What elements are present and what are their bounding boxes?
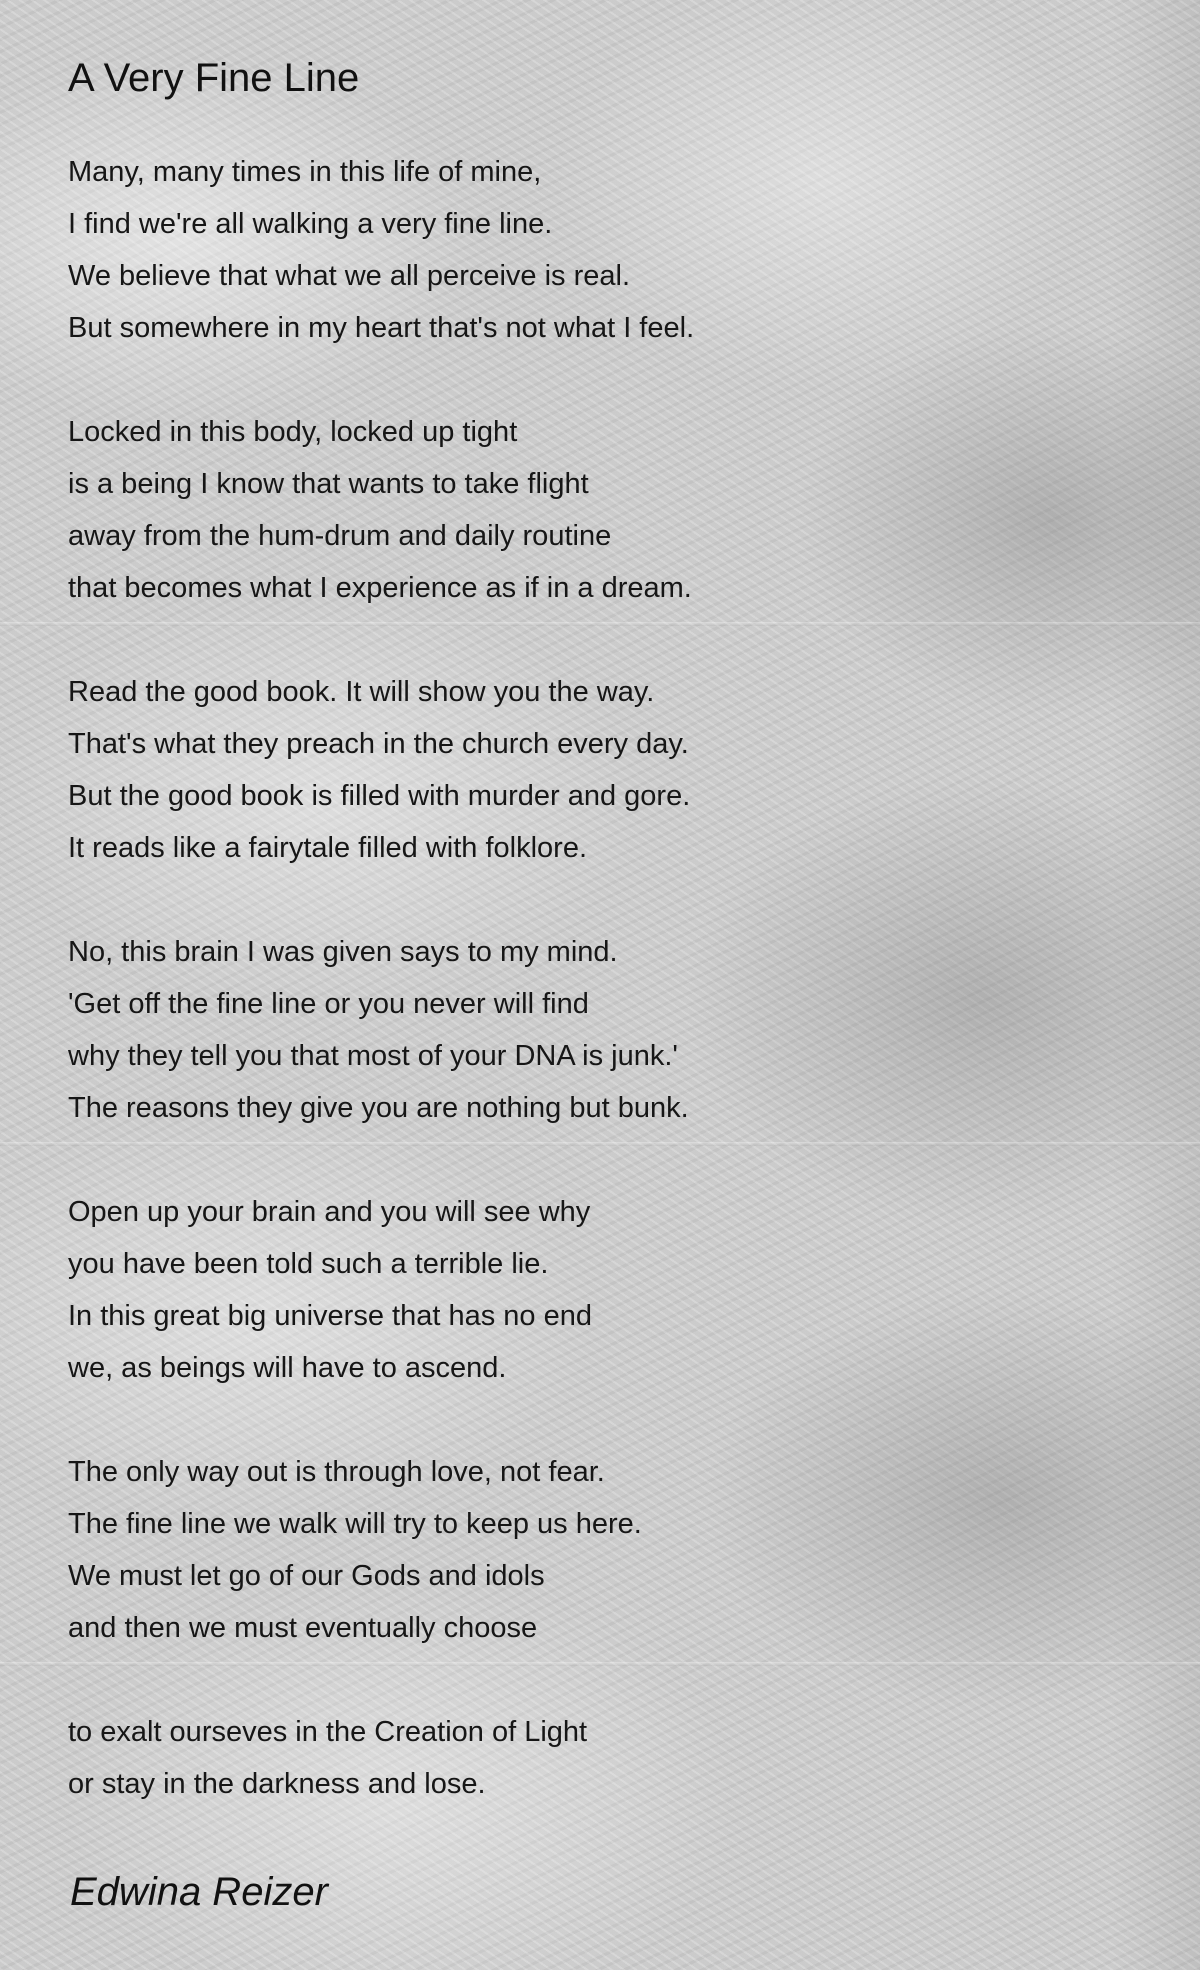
- poem-line: The fine line we walk will try to keep us here.: [68, 1508, 642, 1540]
- poem-line: But the good book is filled with murder and gore.: [68, 780, 691, 812]
- poem-title: A Very Fine Line: [68, 56, 360, 100]
- poem-line: you have been told such a terrible lie.: [68, 1248, 549, 1280]
- poem-line: why they tell you that most of your DNA is junk.': [68, 1040, 678, 1072]
- poem-line: We believe that what we all perceive is real.: [68, 260, 631, 292]
- poem-line: We must let go of our Gods and idols: [68, 1560, 545, 1592]
- poem-author: Edwina Reizer: [70, 1870, 328, 1914]
- poem-body: [68, 146, 1128, 1810]
- stanza: [68, 1446, 1128, 1654]
- poem-line: Locked in this body, locked up tight: [68, 416, 518, 448]
- poem-line: away from the hum-drum and daily routine: [68, 520, 612, 552]
- poem-container: [68, 50, 1128, 1862]
- poem-line: or stay in the darkness and lose.: [68, 1768, 486, 1800]
- stanza: [68, 1706, 1128, 1810]
- poem-line: That's what they preach in the church every day.: [68, 728, 689, 760]
- poem-line: Read the good book. It will show you the way.: [68, 676, 655, 708]
- poem-line: It reads like a fairytale filled with folklore.: [68, 832, 587, 864]
- poem-line: to exalt ourseves in the Creation of Light: [68, 1716, 588, 1748]
- stanza: [68, 666, 1128, 874]
- poem-line: 'Get off the fine line or you never will find: [68, 988, 589, 1020]
- poem-line: In this great big universe that has no end: [68, 1300, 592, 1332]
- poem-line: I find we're all walking a very fine line.: [68, 208, 553, 240]
- poem-line: The only way out is through love, not fear.: [68, 1456, 605, 1488]
- poem-line: that becomes what I experience as if in a dream.: [68, 572, 692, 604]
- poem-line: No, this brain I was given says to my mind.: [68, 936, 618, 968]
- poem-line: is a being I know that wants to take flight: [68, 468, 589, 500]
- poem-line: The reasons they give you are nothing but bunk.: [68, 1092, 689, 1124]
- stanza: [68, 146, 1128, 354]
- poem-line: But somewhere in my heart that's not what I feel.: [68, 312, 695, 344]
- poem-line: we, as beings will have to ascend.: [68, 1352, 507, 1384]
- stanza: [68, 926, 1128, 1134]
- stanza: [68, 406, 1128, 614]
- poem-line: Open up your brain and you will see why: [68, 1196, 591, 1228]
- poem-line: and then we must eventually choose: [68, 1612, 538, 1644]
- stanza: [68, 1186, 1128, 1394]
- poem-line: Many, many times in this life of mine,: [68, 156, 542, 188]
